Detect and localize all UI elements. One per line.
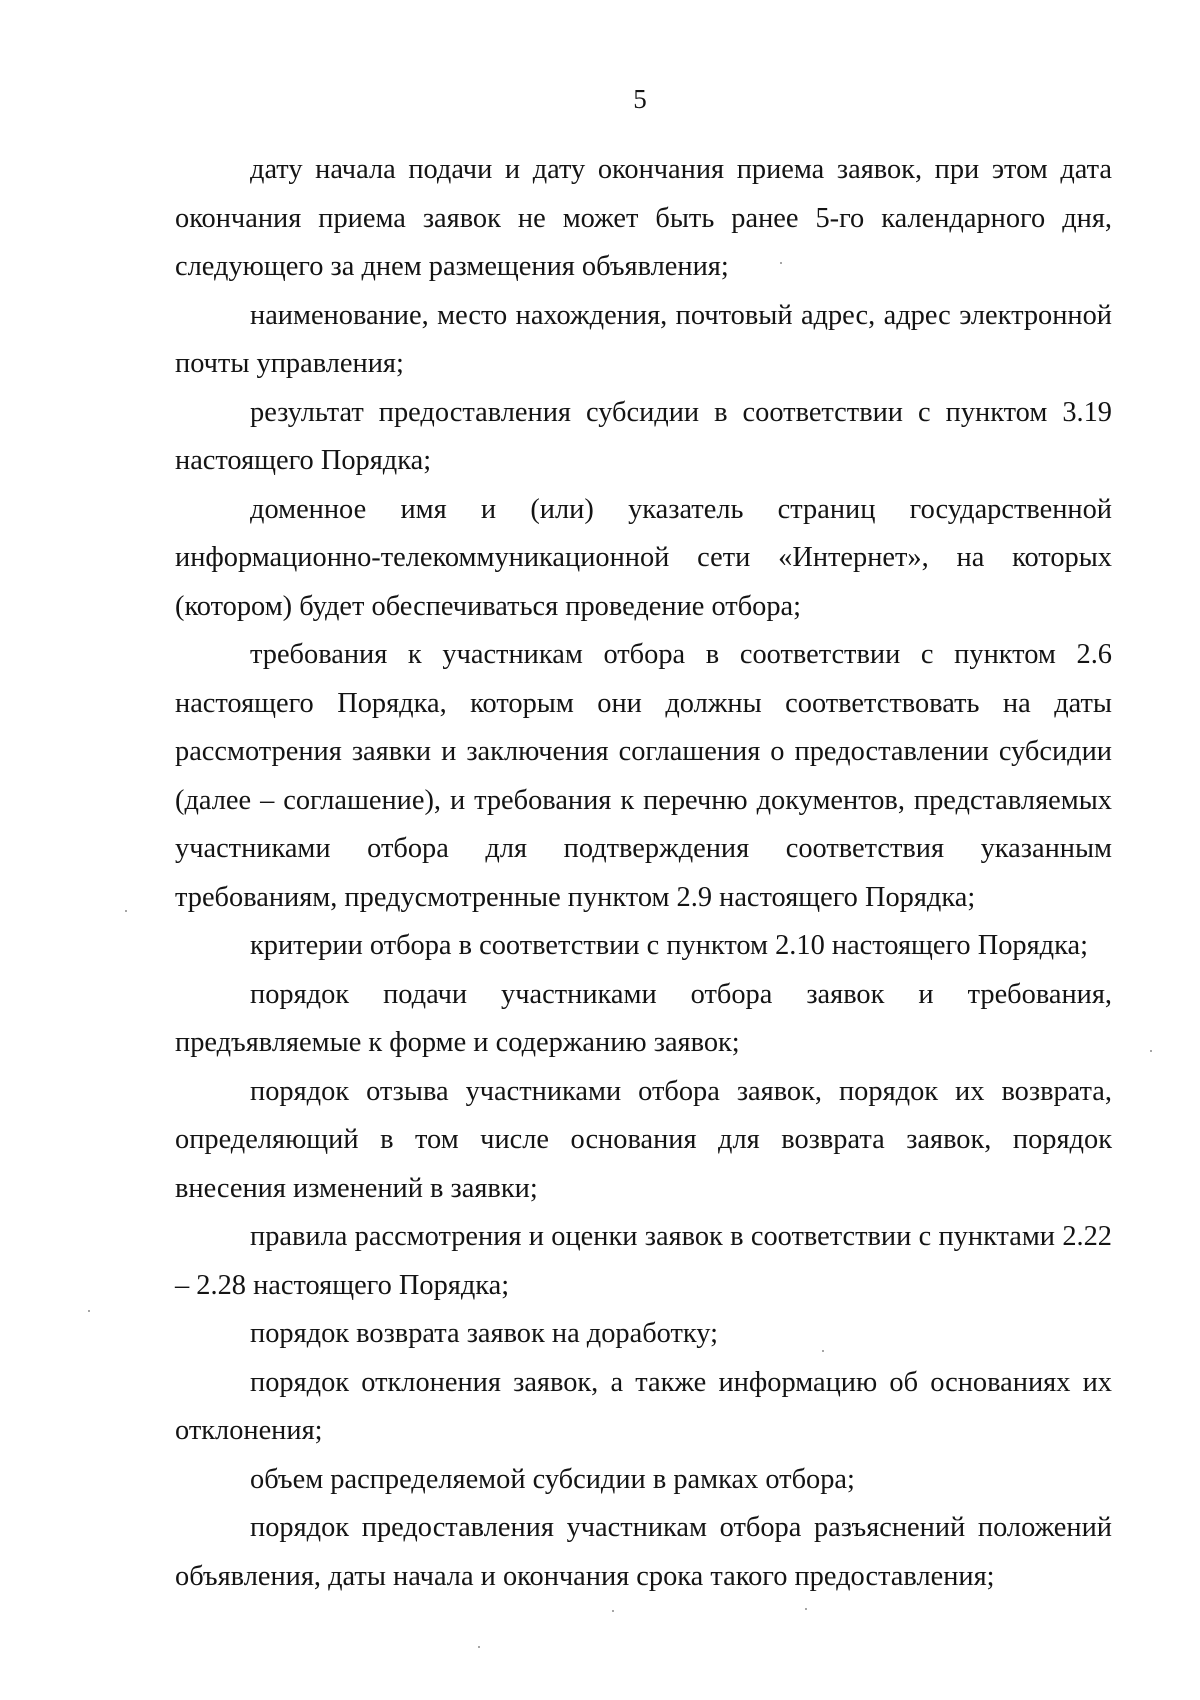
- paragraph-review-rules: правила рассмотрения и оценки заявок в соответствии с пунктами 2.22 – 2.28 настоящего Порядка;: [175, 1221, 1112, 1301]
- paragraph-rejection-procedure: порядок отклонения заявок, а также информацию об основаниях их отклонения;: [175, 1366, 1112, 1446]
- document-body: [175, 146, 1112, 1601]
- scan-speck: [1150, 1050, 1152, 1052]
- paragraph-domain-name: доменное имя и (или) указатель страниц государственной информационно-телекоммуникационной сети «Интернет», на которых (котором) будет обеспечиваться проведение отбора;: [175, 493, 1112, 622]
- page-number: 5: [633, 84, 647, 114]
- paragraph-submission-procedure: порядок подачи участниками отбора заявок и требования, предъявляемые к форме и содержанию заявок;: [175, 978, 1112, 1058]
- scan-speck: [478, 1646, 480, 1648]
- scan-speck: [88, 1310, 90, 1312]
- paragraph-return-for-revision: порядок возврата заявок на доработку;: [250, 1318, 718, 1349]
- scan-speck: [780, 262, 782, 264]
- scan-speck: [822, 1350, 824, 1352]
- paragraph-withdrawal-procedure: порядок отзыва участниками отбора заявок, порядок их возврата, определяющий в том числе основания для возврата заявок, порядок внесения изменений в заявки;: [175, 1075, 1112, 1204]
- paragraph-clarifications: порядок предоставления участникам отбора разъяснений положений объявления, даты начала и окончания срока такого предоставления;: [175, 1512, 1112, 1592]
- paragraph-administration-contacts: наименование, место нахождения, почтовый адрес, адрес электронной почты управления;: [175, 299, 1112, 379]
- scan-speck: [612, 1610, 614, 1612]
- paragraph-participant-requirements: требования к участникам отбора в соответствии с пунктом 2.6 настоящего Порядка, которым они должны соответствовать на даты рассмотрения заявки и заключения соглашения о предоставлении субсидии (далее – соглашение), и требования к перечню документов, представляемых участниками отбора для подтверждения соответствия указанным требованиям, предусмотренные пунктом 2.9 настоящего Порядка;: [175, 639, 1112, 913]
- paragraph-selection-criteria: критерии отбора в соответствии с пунктом 2.10 настоящего Порядка;: [250, 930, 1088, 961]
- scan-speck: [125, 910, 127, 912]
- paragraph-subsidy-volume: объем распределяемой субсидии в рамках отбора;: [250, 1463, 855, 1495]
- scan-speck: [805, 1608, 807, 1610]
- paragraph-application-dates: дату начала подачи и дату окончания приема заявок, при этом дата окончания приема заявок не может быть ранее 5-го календарного дня, следующего за днем размещения объявления;: [175, 154, 1112, 282]
- paragraph-subsidy-result: результат предоставления субсидии в соответствии с пунктом 3.19 настоящего Порядка;: [175, 396, 1112, 476]
